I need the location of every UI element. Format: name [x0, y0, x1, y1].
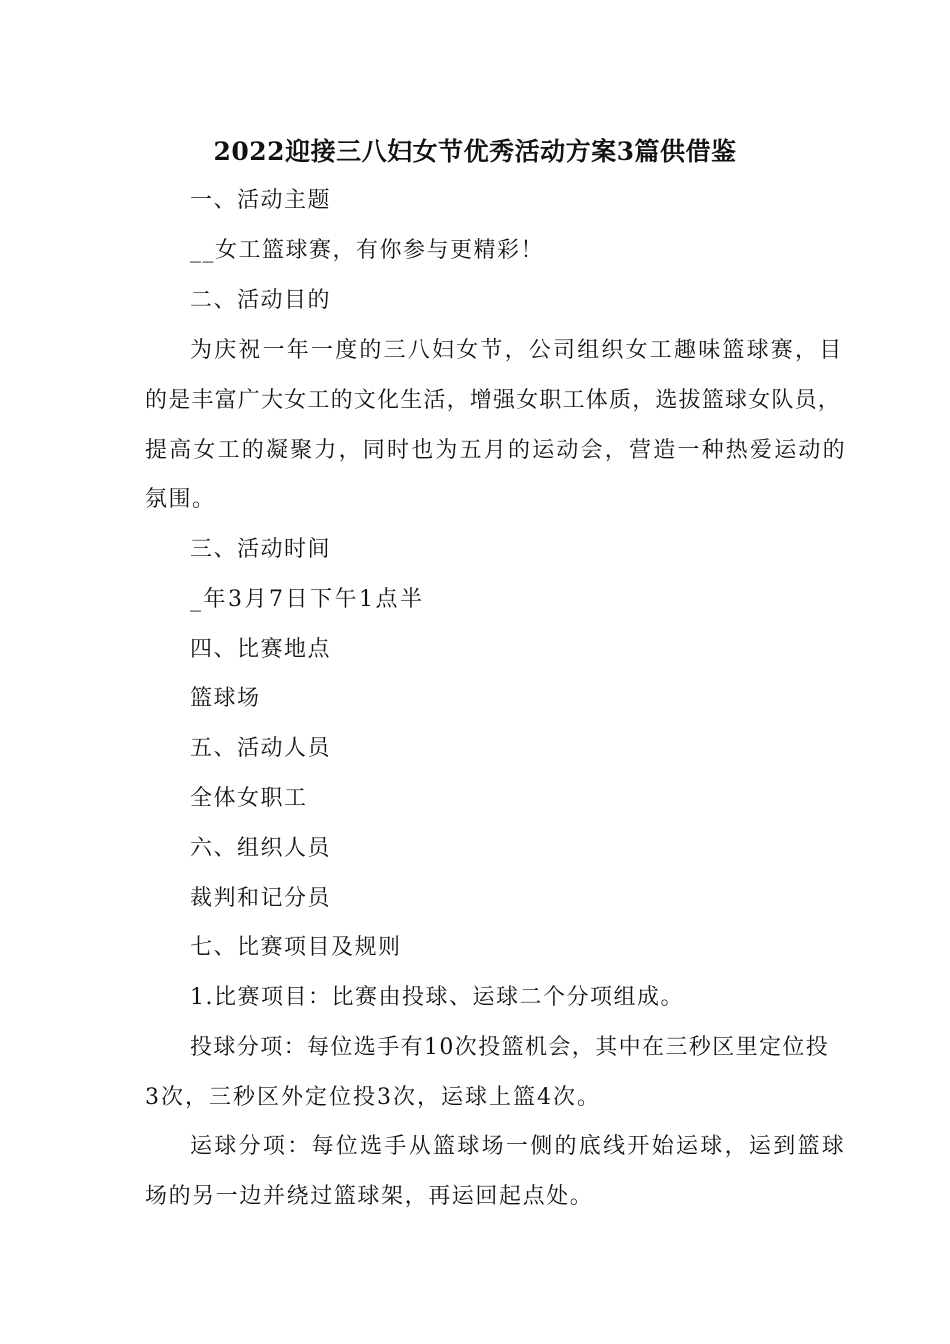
- organizers-text: 裁判和记分员: [190, 886, 332, 911]
- section-heading-venue: 四、比赛地点: [190, 637, 332, 662]
- shooting-paragraph-line: 投球分项：每位选手有10次投篮机会，其中在三秒区里定位投: [190, 1035, 830, 1060]
- theme-text: __女工篮球赛，有你参与更精彩！: [190, 238, 545, 263]
- section-heading-participants: 五、活动人员: [190, 736, 332, 761]
- participants-text: 全体女职工: [190, 786, 308, 811]
- purpose-paragraph-line: 提高女工的凝聚力，同时也为五月的运动会，营造一种热爱运动的: [145, 438, 847, 463]
- rules-item-1: 1.比赛项目：比赛由投球、运球二个分项组成。: [190, 985, 684, 1010]
- dribbling-paragraph-line: 场的另一边并绕过篮球架，再运回起点处。: [145, 1184, 594, 1209]
- venue-text: 篮球场: [190, 686, 261, 711]
- section-heading-time: 三、活动时间: [190, 537, 332, 562]
- purpose-paragraph-line: 的是丰富广大女工的文化生活，增强女职工体质，选拔篮球女队员，: [145, 388, 842, 413]
- document-title: 2022迎接三八妇女节优秀活动方案3篇供借鉴: [213, 137, 737, 166]
- purpose-paragraph-line: 为庆祝一年一度的三八妇女节，公司组织女工趣味篮球赛，目: [190, 338, 844, 363]
- section-heading-rules: 七、比赛项目及规则: [190, 935, 402, 960]
- shooting-paragraph-line: 3次，三秒区外定位投3次，运球上篮4次。: [145, 1085, 601, 1110]
- section-heading-organizers: 六、组织人员: [190, 836, 332, 861]
- time-text: _年3月7日下午1点半: [190, 587, 425, 612]
- section-heading-purpose: 二、活动目的: [190, 288, 332, 313]
- purpose-paragraph-line: 氛围。: [145, 487, 216, 512]
- dribbling-paragraph-line: 运球分项：每位选手从篮球场一侧的底线开始运球，运到篮球: [190, 1134, 847, 1159]
- section-heading-theme: 一、活动主题: [190, 188, 332, 213]
